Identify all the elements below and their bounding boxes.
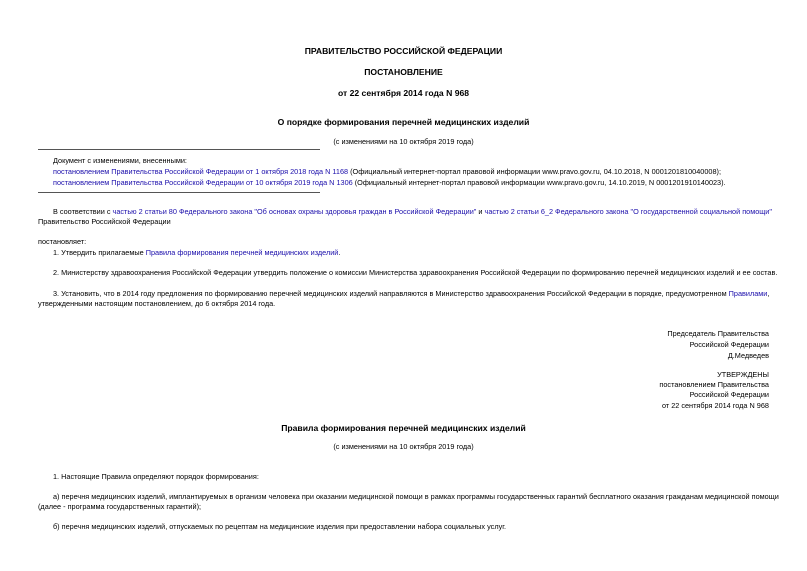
item-3-text: 3. Установить, что в 2014 году предложения по формированию перечней медицинских изделий направляются в Министерство здравоохранения Российской Федерации в порядке, предусмотренном [53,289,729,298]
item-1-text: 1. Утвердить прилагаемые [53,248,146,257]
amendment-link-1306[interactable]: постановлением Правительства Российской Федерации от 10 октября 2019 года N 1306 [53,178,353,187]
amendment-item [53,167,721,176]
approved-date-number: от 22 сентября 2014 года N 968 [661,401,769,410]
amendment-source-text: (Официальный интернет-портал правовой информации www.pravo.gov.ru, 04.10.2018, N 0001201810040008); [348,167,721,176]
amendment-item [53,178,726,187]
approved-by: постановлением Правительства [659,380,769,389]
divider-bottom [38,192,320,193]
government-heading: ПРАВИТЕЛЬСТВО РОССИЙСКОЙ ФЕДЕРАЦИИ [304,46,503,56]
signature-name: Д.Медведев [727,351,769,360]
document-date-number: от 22 сентября 2014 года N 968 [337,88,470,98]
item-1 [53,248,340,257]
rules-item-a: а) перечня медицинских изделий, имплантируемых в организм человека при оказании медицинской помощи в рамках программы государственных гарантий бесплатного оказания гражданам медицинской помощи [53,492,779,501]
signature-country: Российской Федерации [689,340,769,349]
rules-changes-note: (с изменениями на 10 октября 2019 года) [333,442,474,451]
approved-heading: УТВЕРЖДЕНЫ [717,370,769,379]
resolves-word: постановляет: [38,237,87,246]
preamble-text: и [476,207,485,216]
item-2: 2. Министерству здравоохранения Российской Федерации утвердить положение о комиссии Министерства здравоохранения Российской Федерации по формированию перечней медицинских изделий и ее состав. [53,268,778,277]
document-type: ПОСТАНОВЛЕНИЕ [364,67,443,77]
item-3 [53,289,769,298]
preamble-link-law-323[interactable]: частью 2 статьи 80 Федерального закона "Об основах охраны здоровья граждан в Российской Федерации" [112,207,477,216]
rules-item-1: 1. Настоящие Правила определяют порядок формирования: [53,472,259,481]
rules-title: Правила формирования перечней медицинских изделий [281,423,526,433]
preamble-text: В соответствии с [53,207,113,216]
amendment-link-1168[interactable]: постановлением Правительства Российской Федерации от 1 октября 2018 года N 1168 [53,167,349,176]
item-3-continuation: утвержденными настоящим постановлением, до 6 октября 2014 года. [38,299,276,308]
rules-item-b: б) перечня медицинских изделий, отпускаемых по рецептам на медицинские изделия при предоставлении набора социальных услуг. [53,522,507,531]
approved-country: Российской Федерации [689,390,769,399]
rules-ref-link[interactable]: Правилами [728,289,768,298]
amendments-intro: Документ с изменениями, внесенными: [53,156,187,165]
preamble-link-law-178[interactable]: частью 2 статьи 6_2 Федерального закона "О государственной социальной помощи" [484,207,772,216]
document-title: О порядке формирования перечней медицинских изделий [277,117,530,127]
divider-top [38,149,320,150]
amendment-source-text: (Официальный интернет-портал правовой информации www.pravo.gov.ru, 14.10.2019, N 0001201910140023). [352,178,726,187]
signature-position: Председатель Правительства [667,329,769,338]
preamble-line [53,207,772,216]
item-3-end: , [767,289,770,298]
preamble-subject: Правительство Российской Федерации [38,217,171,226]
changes-note: (с изменениями на 10 октября 2019 года) [333,137,474,146]
item-1-end: . [338,248,341,257]
rules-item-a-continuation: (далее - программа государственных гарантий); [38,502,202,511]
rules-link[interactable]: Правила формирования перечней медицинских изделий [145,248,339,257]
